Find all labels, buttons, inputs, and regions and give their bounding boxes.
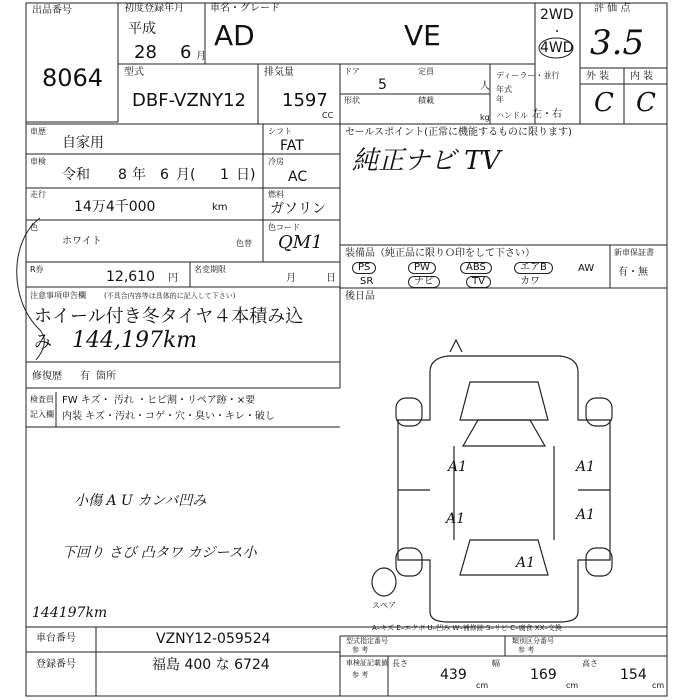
recycle-value: 12,610 [106,269,155,285]
notes-line2-mileage: 144,197km [72,328,198,353]
damage-legend: A–キズ E–エクボ U–凹み W–補修跡 S–サビ C–腐食 XX–交換 [372,624,562,632]
inspector-label-2: 記入欄 [30,410,54,419]
equipment-pw: PW [408,262,436,274]
lot-number-label: 出品番号 [32,5,72,16]
score-label: 評 価 点 [594,3,631,14]
mileage-unit: km [212,202,228,213]
aircon-value: AC [288,169,308,185]
inspection-label: 車検 [30,157,46,166]
car-outline-diagram [372,340,612,622]
length-value: 439 [440,667,467,683]
length-unit: cm [476,681,489,690]
height-unit: cm [652,681,665,690]
car-name: AD [214,19,255,52]
equipment-leather: カワ [520,276,540,287]
name-change-month-unit: 月 [286,273,296,284]
height-value: 154 [620,667,647,683]
person-unit: 人 [480,81,490,92]
inspector-mileage-note: 144197km [32,605,108,621]
rear-items-label: 後日品 [345,291,375,302]
category-label: 類別区分番号 [512,637,554,645]
repair-history-value: 有 [80,371,90,382]
inspection-year-unit: 年 [132,167,146,183]
exterior-label: 外 装 [586,71,610,82]
plate-label: 登録番号 [36,659,76,670]
type-spec-sub: 参 考 [352,646,369,654]
equipment-tv: TV [466,276,491,288]
first-registration-label: 初度登録年月 [124,3,184,14]
color-label: 色 [30,223,38,232]
color-code-label: 色コード [268,223,300,232]
load-label: 積載 [418,96,434,105]
equipment-label: 装備品（純正品に限りＯ印をして下さい） [345,248,535,259]
damage-mark-right-front: A1 [576,459,596,475]
model-year-sub: 年 [496,95,504,104]
registration-month: 6 [180,42,192,63]
registration-year: 28 [134,42,157,63]
displacement: 1597 [282,90,328,111]
repair-history-label: 修復歴 [32,371,62,382]
shift-label: シフト [268,127,292,136]
month-unit: 月 [196,51,206,62]
registration-era: 平成 [128,21,156,37]
chassis-number: VZNY12-059524 [156,631,271,647]
grade: VE [404,19,441,52]
equipment-abs: ABS [460,262,492,274]
equipment-navi: ナビ [408,276,440,288]
fuel-value: ガソリン [270,201,326,217]
damage-mark-left-front: A1 [448,459,468,475]
kg-unit: kg [480,113,490,122]
notes-label: 注意事項申告欄 [30,291,86,300]
width-value: 169 [530,667,557,683]
size-label: 車検証記載値 [346,659,388,667]
name-change-day-unit: 日 [326,273,336,284]
shape-label: 形状 [344,96,360,105]
model-grade-label: 車名・グレード [210,3,280,14]
inspection-day: 1 [220,167,229,183]
type-label: 型式 [124,67,144,78]
color-value: ホワイト [62,236,102,247]
chassis-label: 車台番号 [36,633,76,644]
inspection-year: 8 [118,167,127,183]
sales-point-handwriting: 純正ナビ TV [352,146,501,176]
inspector-note-1: 小傷 A U カンバ凹み [74,493,207,509]
equipment-ps: PS [352,262,376,274]
model-type: DBF-VZNY12 [132,90,247,111]
shift-value: FAT [280,138,304,154]
interior-grade: C [636,88,656,118]
dealer-label: ディーラー・並行 [496,71,560,80]
handle-label: ハンドル [496,111,528,120]
name-change-label: 名変期限 [194,265,226,274]
mileage-value: 14万4千000 [74,199,156,215]
width-unit: cm [566,681,579,690]
spare-label: スペア [372,601,396,610]
inspector-label-1: 検査員 [30,395,54,404]
drive-2wd: 2WD [540,7,574,23]
interior-label: 内 装 [630,71,654,82]
color-change-label: 色替 [236,239,252,248]
damage-mark-right-rear: A1 [576,507,596,523]
warranty-label: 新車保証書 [614,248,654,257]
exterior-grade: C [594,88,614,118]
recycle-unit: 円 [168,273,178,284]
aircon-label: 冷房 [268,157,284,166]
warranty-value: 有・無 [618,267,648,278]
width-label: 幅 [492,659,500,668]
usage-value: 自家用 [62,135,104,151]
usage-label: 車歴 [30,127,46,136]
repair-history-suffix: 箇所 [96,371,116,382]
inspection-day-unit: 日) [236,167,256,183]
overall-score: 3.5 [590,23,645,63]
doors: 5 [378,77,387,93]
damage-mark-back: A1 [516,555,536,571]
check-row-interior: 内装 キズ・汚れ・コゲ・穴・臭い・キレ・破し [62,411,275,422]
notes-line2-prefix: み [34,332,52,353]
cc-unit: CC [322,111,334,120]
drive-4wd: 4WD [540,40,574,56]
equipment-airbag: エアB [514,262,553,274]
displacement-label: 排気量 [264,67,294,78]
equipment-aw: AW [578,263,595,274]
plate-number: 福島 400 な 6724 [152,657,270,673]
length-label: 長さ [392,659,408,668]
notes-sublabel: (不具合内容等は具体的に記入して下さい) [104,292,236,300]
fuel-label: 燃料 [268,190,284,199]
type-spec-label: 型式指定番号 [346,637,388,645]
lot-number: 8064 [42,64,104,92]
doors-label: ドア [344,67,360,76]
inspection-month-unit: 月( [176,167,196,183]
height-label: 高さ [582,659,598,668]
inspection-month: 6 [160,167,169,183]
sales-point-label: セールスポイント(正常に機能するものに限ります) [345,127,572,138]
inspection-era: 令和 [62,167,90,183]
color-code: QM1 [278,232,323,253]
size-sub: 参 考 [352,671,369,679]
notes-line1: ホイール付き冬タイヤ４本積み込 [34,306,304,327]
capacity-label: 定員 [418,67,434,76]
damage-mark-left-rear: A1 [446,511,466,527]
drive-separator: ・ [552,27,562,38]
mileage-label: 走行 [30,190,46,199]
equipment-sr: SR [360,276,374,287]
model-year-label: 年式 [496,85,512,94]
inspector-note-2: 下回り さび 凸タワ カジース小 [62,545,257,561]
category-sub: 参 考 [518,646,535,654]
check-row-exterior: FW キズ・ 汚れ ・ヒビ割・リペア跡・×要 [62,395,256,406]
recycle-label: R券 [30,265,44,274]
handle-value: 左・右 [532,109,562,120]
